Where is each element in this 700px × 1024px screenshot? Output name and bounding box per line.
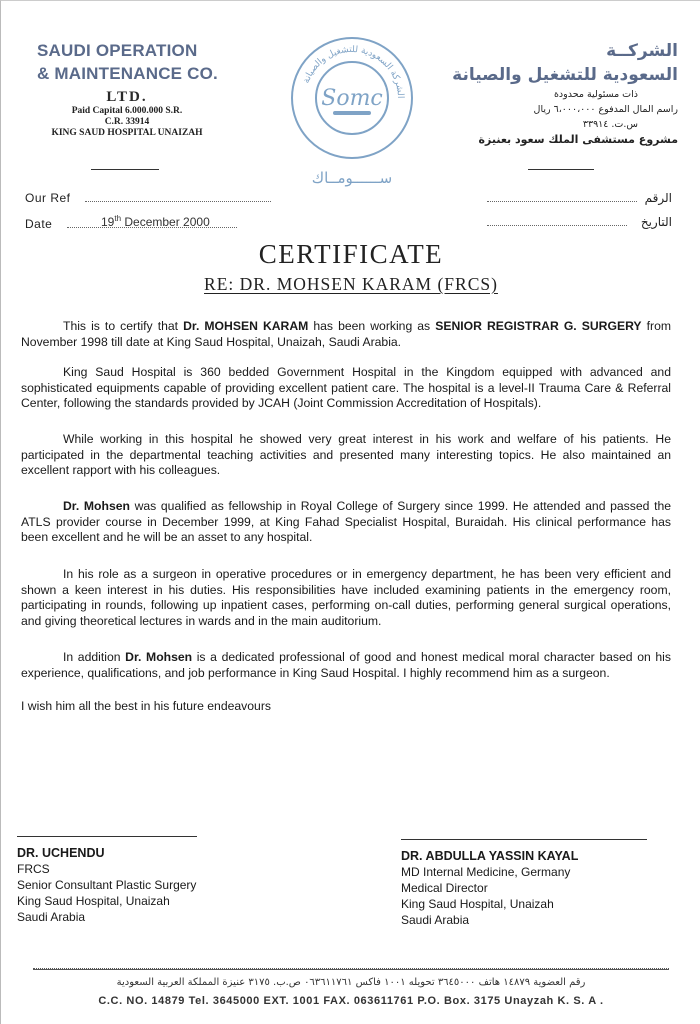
company-name-line-1: SAUDI OPERATION [37,41,198,60]
hospital-name: KING SAUD HOSPITAL UNAIZAH [51,128,203,138]
signature-block-right [401,848,578,928]
paragraph-4: Dr. Mohsen was qualified as fellowship in Royal College of Surgery since 1999. He attended and passed the ATLS provider course in December 1999, at King Fahad Specialist Hospital, Buraidah. His clinical performance has been excellent and he will be an asset to any hospital. [21,499,672,545]
signatory-right-hospital: King Saud Hospital, Unaizah [401,897,554,911]
paragraph-2: King Saud Hospital is 360 bedded Government Hospital in the Kingdom equipped with advanced and sophisticated equipments capable of providing excellent patient care. The hospital is a level-II Trauma Care & Referral Center, following the standards provided by JCAH (Joint Commission Accreditation of Hospitals). [21,365,671,411]
letterhead-arabic [448,39,678,148]
footer-arabic: رقم العضوية ١٤٨٧٩ هاتف ٣٦٤٥٠٠٠ تحويله ١٠٠١ فاكس ٠٦٣٦١١٧٦١ ص.ب. ٣١٧٥ عنيزة المملكة العربية السعودية [116,977,586,988]
signatory-right-credential: MD Internal Medicine, Germany [401,865,571,879]
closing-wish: I wish him all the best in his future endeavours [21,699,271,713]
signature-line-left [17,836,197,837]
cr-ar: س.ت. ٣٣٩١٤ [582,119,638,130]
logo-caption-arabic: ســــــومــاك [311,169,393,187]
letterhead-english [27,39,257,139]
paragraph-1: This is to certify that Dr. MOHSEN KARAM has been working as SENIOR REGISTRAR G. SURGERY from November 1998 till date at King Saud Hospital, Unaizah, Saudi Arabia. [21,319,672,349]
company-ltd: LTD. [106,89,148,105]
ref-ar-dots [487,201,637,202]
signatory-right-country: Saudi Arabia [401,913,470,927]
our-ref-dots [85,201,271,202]
signatory-right-name: DR. ABDULLA YASSIN KAYAL [401,849,579,863]
paid-capital-ar: راسم المال المدفوع ٦،٠٠٠،٠٠٠ ريال [533,104,678,115]
ref-label-ar: الرقم [644,191,672,205]
header-rule-left [91,169,159,170]
signatory-left-credential: FRCS [17,862,50,876]
signature-line-right [401,839,647,840]
paid-capital: Paid Capital 6.000.000 S.R. [71,106,183,116]
footer-english: C.C. NO. 14879 Tel. 3645000 EXT. 1001 FAX. 063611761 P.O. Box. 3175 Unayzah K. S. A . [98,995,604,1007]
signatory-left-title: Senior Consultant Plastic Surgery [17,878,197,892]
certificate-title: CERTIFICATE [258,239,444,269]
signatory-left-name: DR. UCHENDU [17,846,105,860]
limited-ar: ذات مسئولية محدودة [553,89,638,100]
footer-rule [33,968,669,970]
somc-logo [289,35,415,161]
signatory-right-title: Medical Director [401,881,488,895]
signatory-left-hospital: King Saud Hospital, Unaizah [17,894,170,908]
company-name-line-2: & MAINTENANCE CO. [37,64,218,83]
date-label-ar: التاريخ [640,215,672,229]
commercial-registration: C.R. 33914 [104,117,150,127]
date-value: 19th December 2000 [101,214,210,229]
company-name-ar-2: السعودية للتشغيل والصيانة [452,65,678,85]
header-rule-right [528,169,594,170]
signature-block-left [17,845,196,925]
paragraph-5: In his role as a surgeon in operative procedures or in emergency department, he has been very efficient and shown a keen interest in his duties. His responsibilities have included examining patients in the emergency room, participating in rounds, following up inpatient cases, performing on-call duties, performing general surgical operations, and giving theoretical lectures in wards and in the main auditorium. [21,567,671,628]
our-ref-label: Our Ref [25,191,71,205]
signatory-left-country: Saudi Arabia [17,910,86,924]
date-label: Date [25,217,53,231]
date-ar-dots [487,225,627,226]
paragraph-3: While working in this hospital he showed very great interest in his work and welfare of his patients. He participated in the departmental teaching activities and presented many interesting topics. He also maintained an excellent rapport with his colleagues. [21,432,671,478]
paragraph-6: In addition Dr. Mohsen is a dedicated professional of good and honest medical moral character based on his experience, qualifications, and job performance in King Saud Hospital. I highly recommend him as a surgeon. [21,650,671,680]
logo-wordmark: Somc [321,86,383,111]
project-ar: مشروع مستشفى الملك سعود بعنيزة [478,133,678,146]
certificate-subtitle: RE: DR. MOHSEN KARAM (FRCS) [204,274,498,294]
logo-ring-text: الشركة السعودية للتشغيل والصيانة [301,44,406,99]
company-name-ar-1: الشركــة [606,41,678,61]
